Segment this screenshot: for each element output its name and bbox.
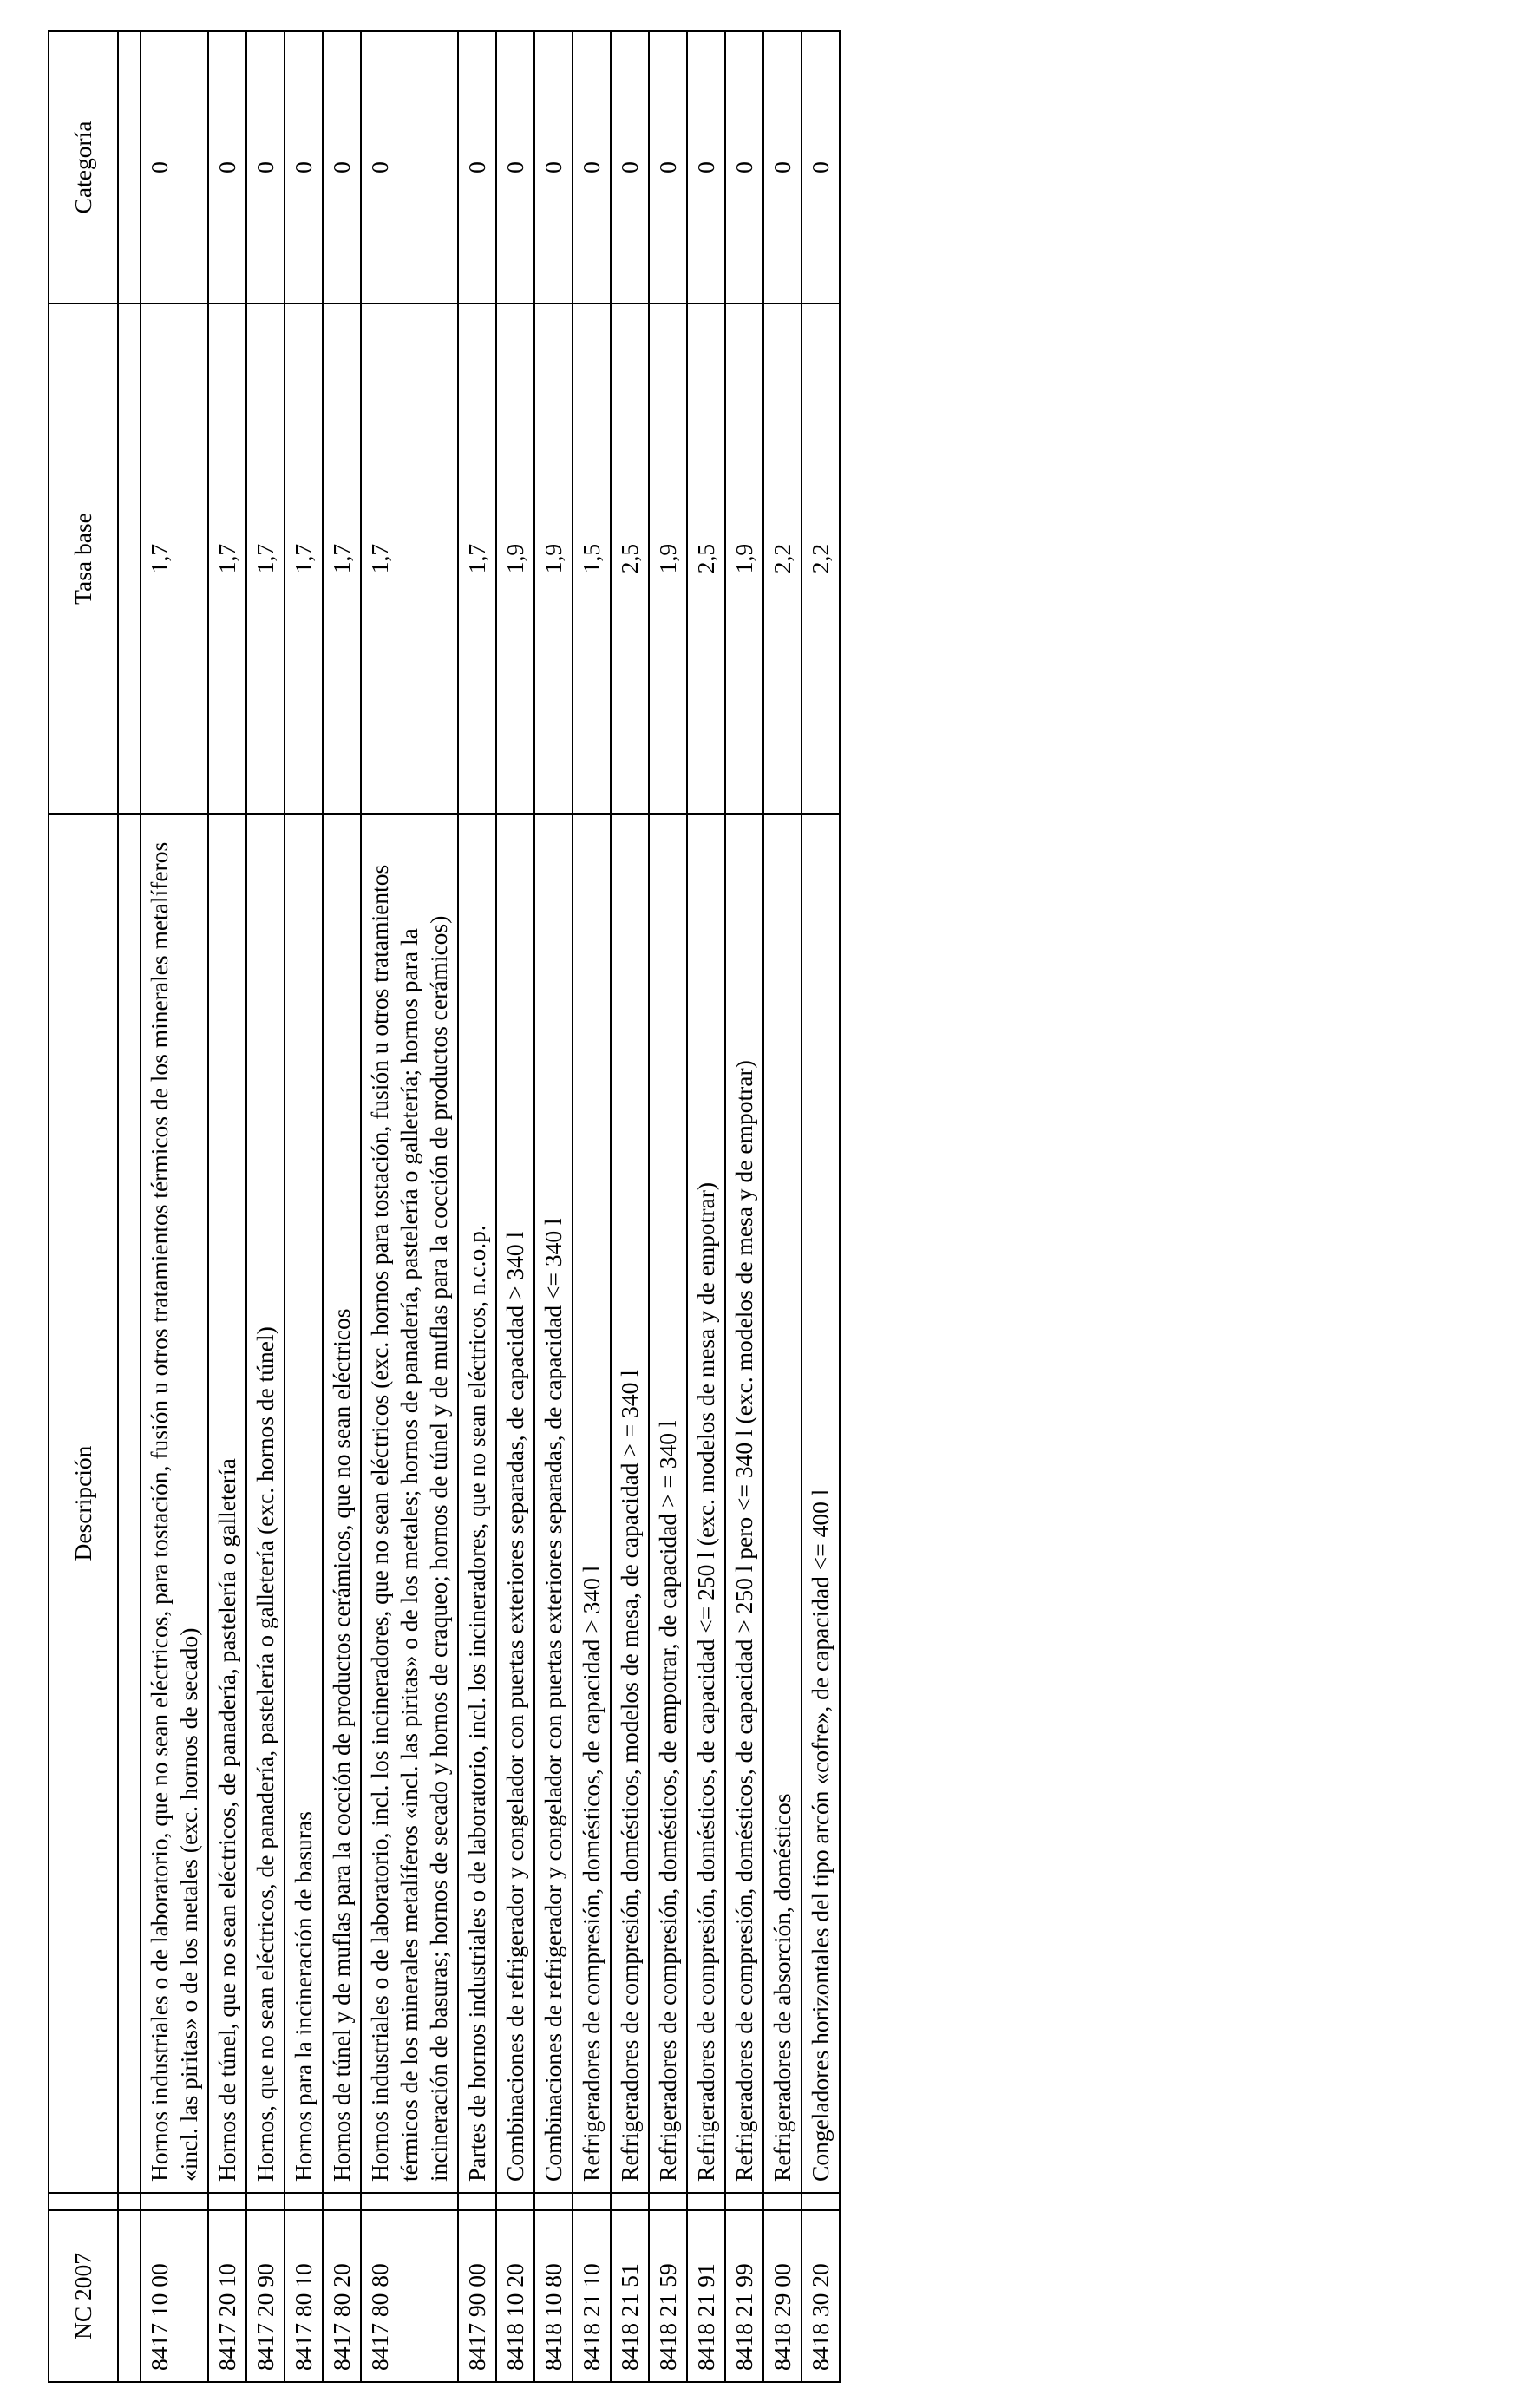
header-base-rate: Tasa base (49, 304, 118, 814)
table-row (246, 31, 285, 2382)
cell-category: 0 (208, 31, 246, 304)
cell-gap (246, 2193, 285, 2210)
table-row (141, 31, 208, 2382)
cell-description: Hornos de túnel, que no sean eléctricos, de panadería, pastelería o galletería (208, 814, 246, 2193)
cell-code: 8418 10 80 (534, 2210, 573, 2382)
cell-code: 8417 20 10 (208, 2210, 246, 2382)
cell-code: 8418 29 00 (763, 2210, 802, 2382)
table-row (208, 31, 246, 2382)
tariff-table (48, 30, 841, 2383)
table-row (763, 31, 802, 2382)
cell-category: 0 (141, 31, 208, 304)
cell-gap (323, 2193, 361, 2210)
cell-description: Combinaciones de refrigerador y congelador con puertas exteriores separadas, de capacidad <= 340 l (534, 814, 573, 2193)
cell-code: 8417 10 00 (141, 2210, 208, 2382)
cell-gap (573, 2193, 611, 2210)
table-row (285, 31, 323, 2382)
cell-gap (725, 2193, 763, 2210)
cell-base-rate: 2,5 (687, 304, 725, 814)
cell-description: Refrigeradores de compresión, domésticos, de capacidad > 340 l (573, 814, 611, 2193)
cell-code: 8418 21 51 (611, 2210, 649, 2382)
cell-category: 0 (323, 31, 361, 304)
cell-category: 0 (573, 31, 611, 304)
cell-gap (458, 2193, 496, 2210)
cell-description: Refrigeradores de absorción, domésticos (763, 814, 802, 2193)
cell-description: Hornos, que no sean eléctricos, de panadería, pastelería o galletería (exc. hornos de túnel) (246, 814, 285, 2193)
cell-category: 0 (802, 31, 840, 304)
cell-base-rate: 1,7 (458, 304, 496, 814)
cell-category: 0 (725, 31, 763, 304)
cell-description: Hornos de túnel y de muflas para la cocción de productos cerámicos, que no sean eléctricos (323, 814, 361, 2193)
cell-description: Hornos industriales o de laboratorio, que no sean eléctricos, para tostación, fusión u otros tratamientos térmicos de los minerales metalíferos «incl. las piritas» o de los metales (exc. hornos de secado) (141, 814, 208, 2193)
cell-base-rate: 1,9 (534, 304, 573, 814)
table-row (802, 31, 840, 2382)
rotated-table-container (48, 32, 1219, 2383)
cell-description: Partes de hornos industriales o de laboratorio, incl. los incineradores, que no sean eléctricos, n.c.o.p. (458, 814, 496, 2193)
table-row (687, 31, 725, 2382)
table-row (361, 31, 458, 2382)
cell-category: 0 (285, 31, 323, 304)
table-row (649, 31, 687, 2382)
cell-code: 8417 20 90 (246, 2210, 285, 2382)
cell-code: 8418 21 10 (573, 2210, 611, 2382)
header-code: NC 2007 (49, 2210, 118, 2382)
cell-code: 8418 10 20 (496, 2210, 534, 2382)
cell-base-rate: 1,9 (725, 304, 763, 814)
cell-base-rate: 1,9 (649, 304, 687, 814)
cell-category: 0 (458, 31, 496, 304)
cell-code: 8417 80 20 (323, 2210, 361, 2382)
cell-gap (361, 2193, 458, 2210)
cell-category: 0 (246, 31, 285, 304)
cell-base-rate: 1,7 (246, 304, 285, 814)
cell-base-rate: 1,7 (323, 304, 361, 814)
header-row (49, 31, 118, 2382)
cell-description: Refrigeradores de compresión, domésticos, de capacidad <= 250 l (exc. modelos de mesa y de empotrar) (687, 814, 725, 2193)
cell-base-rate: 1,5 (573, 304, 611, 814)
cell-base-rate: 1,9 (496, 304, 534, 814)
spacer-row (118, 31, 141, 2382)
table-body (141, 31, 840, 2382)
cell-category: 0 (763, 31, 802, 304)
table-row (458, 31, 496, 2382)
table-row (534, 31, 573, 2382)
cell-description: Hornos para la incineración de basuras (285, 814, 323, 2193)
cell-category: 0 (611, 31, 649, 304)
cell-base-rate: 1,7 (361, 304, 458, 814)
cell-code: 8417 80 10 (285, 2210, 323, 2382)
cell-base-rate: 1,7 (208, 304, 246, 814)
cell-description: Combinaciones de refrigerador y congelador con puertas exteriores separadas, de capacidad > 340 l (496, 814, 534, 2193)
cell-gap (141, 2193, 208, 2210)
table-row (573, 31, 611, 2382)
cell-gap (285, 2193, 323, 2210)
cell-description: Refrigeradores de compresión, domésticos, de capacidad > 250 l pero <= 340 l (exc. modelos de mesa y de empotrar) (725, 814, 763, 2193)
cell-base-rate: 2,2 (802, 304, 840, 814)
cell-base-rate: 1,7 (285, 304, 323, 814)
table-row (611, 31, 649, 2382)
cell-base-rate: 2,2 (763, 304, 802, 814)
cell-gap (208, 2193, 246, 2210)
table-row (725, 31, 763, 2382)
cell-description: Congeladores horizontales del tipo arcón «cofre», de capacidad <= 400 l (802, 814, 840, 2193)
cell-code: 8418 21 99 (725, 2210, 763, 2382)
cell-gap (496, 2193, 534, 2210)
cell-base-rate: 2,5 (611, 304, 649, 814)
header-category: Categoría (49, 31, 118, 304)
cell-code: 8418 21 91 (687, 2210, 725, 2382)
cell-category: 0 (361, 31, 458, 304)
header-gap (49, 2193, 118, 2210)
cell-base-rate: 1,7 (141, 304, 208, 814)
cell-code: 8417 90 00 (458, 2210, 496, 2382)
cell-gap (649, 2193, 687, 2210)
cell-category: 0 (687, 31, 725, 304)
cell-category: 0 (534, 31, 573, 304)
cell-gap (611, 2193, 649, 2210)
cell-category: 0 (649, 31, 687, 304)
cell-gap (534, 2193, 573, 2210)
table-row (496, 31, 534, 2382)
table-row (323, 31, 361, 2382)
cell-code: 8417 80 80 (361, 2210, 458, 2382)
cell-description: Refrigeradores de compresión, domésticos, modelos de mesa, de capacidad > = 340 l (611, 814, 649, 2193)
cell-description: Refrigeradores de compresión, domésticos, de empotrar, de capacidad > = 340 l (649, 814, 687, 2193)
cell-description: Hornos industriales o de laboratorio, incl. los incineradores, que no sean eléctricos (exc. hornos para tostación, fusión u otros tratamientos térmicos de los minerales metalíferos «incl. las piritas» o de los metales; hornos de panadería, pastelería o galletería; hornos para la incineración de basuras; hornos de secado y hornos de craqueo; hornos de túnel y de muflas para la cocción de productos cerámicos) (361, 814, 458, 2193)
cell-gap (802, 2193, 840, 2210)
cell-gap (687, 2193, 725, 2210)
cell-category: 0 (496, 31, 534, 304)
header-description: Descripción (49, 814, 118, 2193)
cell-gap (763, 2193, 802, 2210)
cell-code: 8418 30 20 (802, 2210, 840, 2382)
cell-code: 8418 21 59 (649, 2210, 687, 2382)
